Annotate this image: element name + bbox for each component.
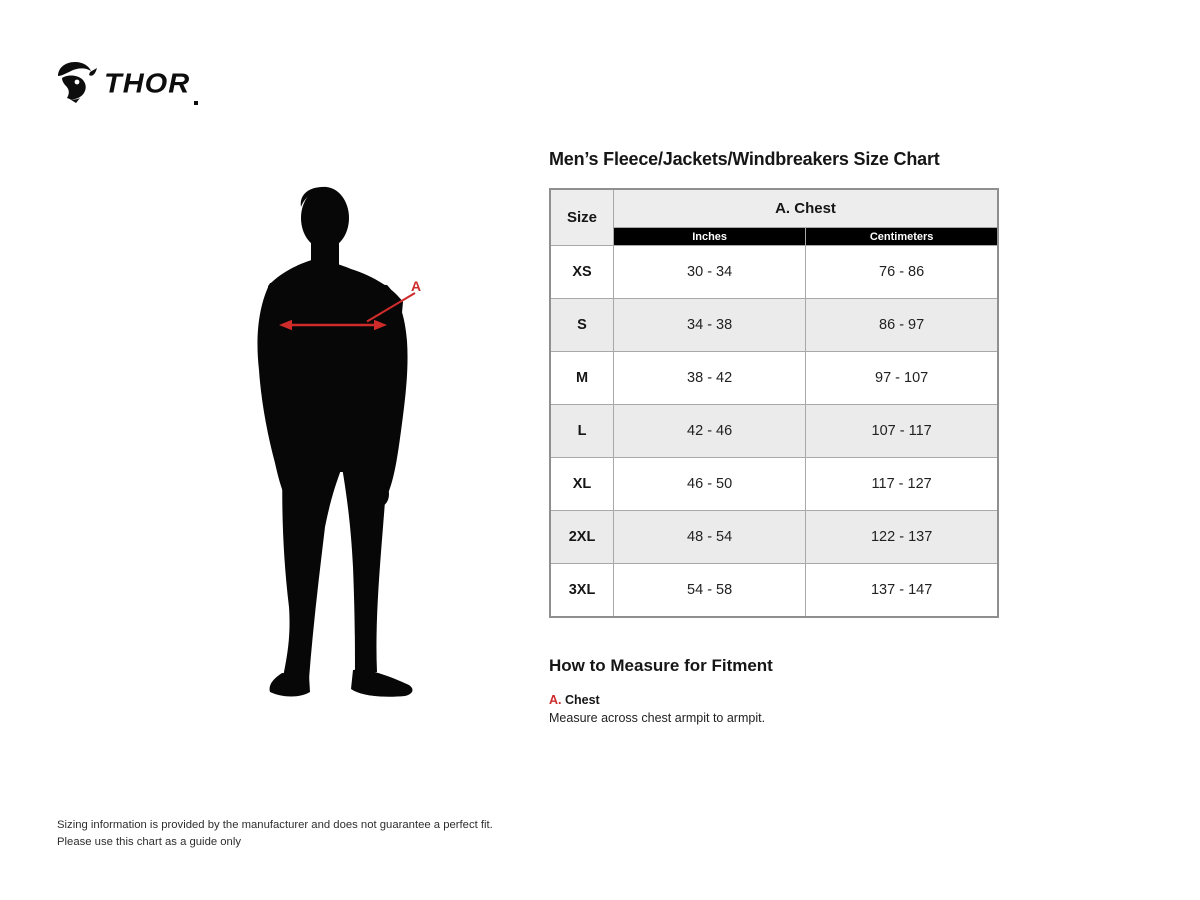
brand-wordmark: THOR — [104, 68, 191, 100]
column-header-inches: Inches — [614, 228, 806, 246]
cell-size: M — [550, 352, 614, 405]
table-row — [550, 458, 998, 511]
table-row — [550, 352, 998, 405]
measure-heading: How to Measure for Fitment — [549, 656, 773, 675]
cell-inches: 34 - 38 — [614, 299, 806, 352]
disclaimer — [57, 817, 493, 851]
cell-size: S — [550, 299, 614, 352]
thor-goat-helmet-icon — [56, 60, 100, 109]
size-table-body — [550, 246, 998, 618]
measure-key: A. — [549, 693, 562, 707]
table-row — [550, 246, 998, 299]
measurement-figure — [255, 185, 455, 700]
cell-centimeters: 122 - 137 — [806, 511, 998, 564]
cell-size: 2XL — [550, 511, 614, 564]
column-header-centimeters: Centimeters — [806, 228, 998, 246]
chest-measurement-label: A — [411, 278, 422, 294]
male-body-silhouette-graphic — [255, 185, 455, 700]
table-row — [550, 564, 998, 618]
cell-centimeters: 107 - 117 — [806, 405, 998, 458]
cell-inches: 54 - 58 — [614, 564, 806, 618]
trademark-dot — [194, 101, 198, 105]
disclaimer-line-1: Sizing information is provided by the manufacturer and does not guarantee a perfect fit. — [57, 819, 493, 831]
cell-size: 3XL — [550, 564, 614, 618]
cell-inches: 46 - 50 — [614, 458, 806, 511]
cell-centimeters: 117 - 127 — [806, 458, 998, 511]
size-chart-title: Men’s Fleece/Jackets/Windbreakers Size Chart — [549, 149, 940, 169]
table-row — [550, 511, 998, 564]
cell-inches: 38 - 42 — [614, 352, 806, 405]
cell-centimeters: 76 - 86 — [806, 246, 998, 299]
cell-inches: 42 - 46 — [614, 405, 806, 458]
cell-centimeters: 137 - 147 — [806, 564, 998, 618]
measure-label: Chest — [564, 693, 600, 707]
cell-inches: 48 - 54 — [614, 511, 806, 564]
brand-logo — [56, 60, 198, 109]
size-table — [549, 188, 999, 618]
size-table-header — [550, 189, 998, 246]
disclaimer-line-2: Please use this chart as a guide only — [57, 835, 241, 848]
cell-size: XL — [550, 458, 614, 511]
cell-size: L — [550, 405, 614, 458]
cell-centimeters: 86 - 97 — [806, 299, 998, 352]
table-row — [550, 299, 998, 352]
column-header-chest: A. Chest — [614, 189, 999, 228]
measure-description: Measure across chest armpit to armpit. — [549, 711, 766, 726]
measure-item — [549, 691, 765, 727]
cell-size: XS — [550, 246, 614, 299]
table-row — [550, 405, 998, 458]
cell-inches: 30 - 34 — [614, 246, 806, 299]
cell-centimeters: 97 - 107 — [806, 352, 998, 405]
column-header-size: Size — [550, 189, 614, 246]
